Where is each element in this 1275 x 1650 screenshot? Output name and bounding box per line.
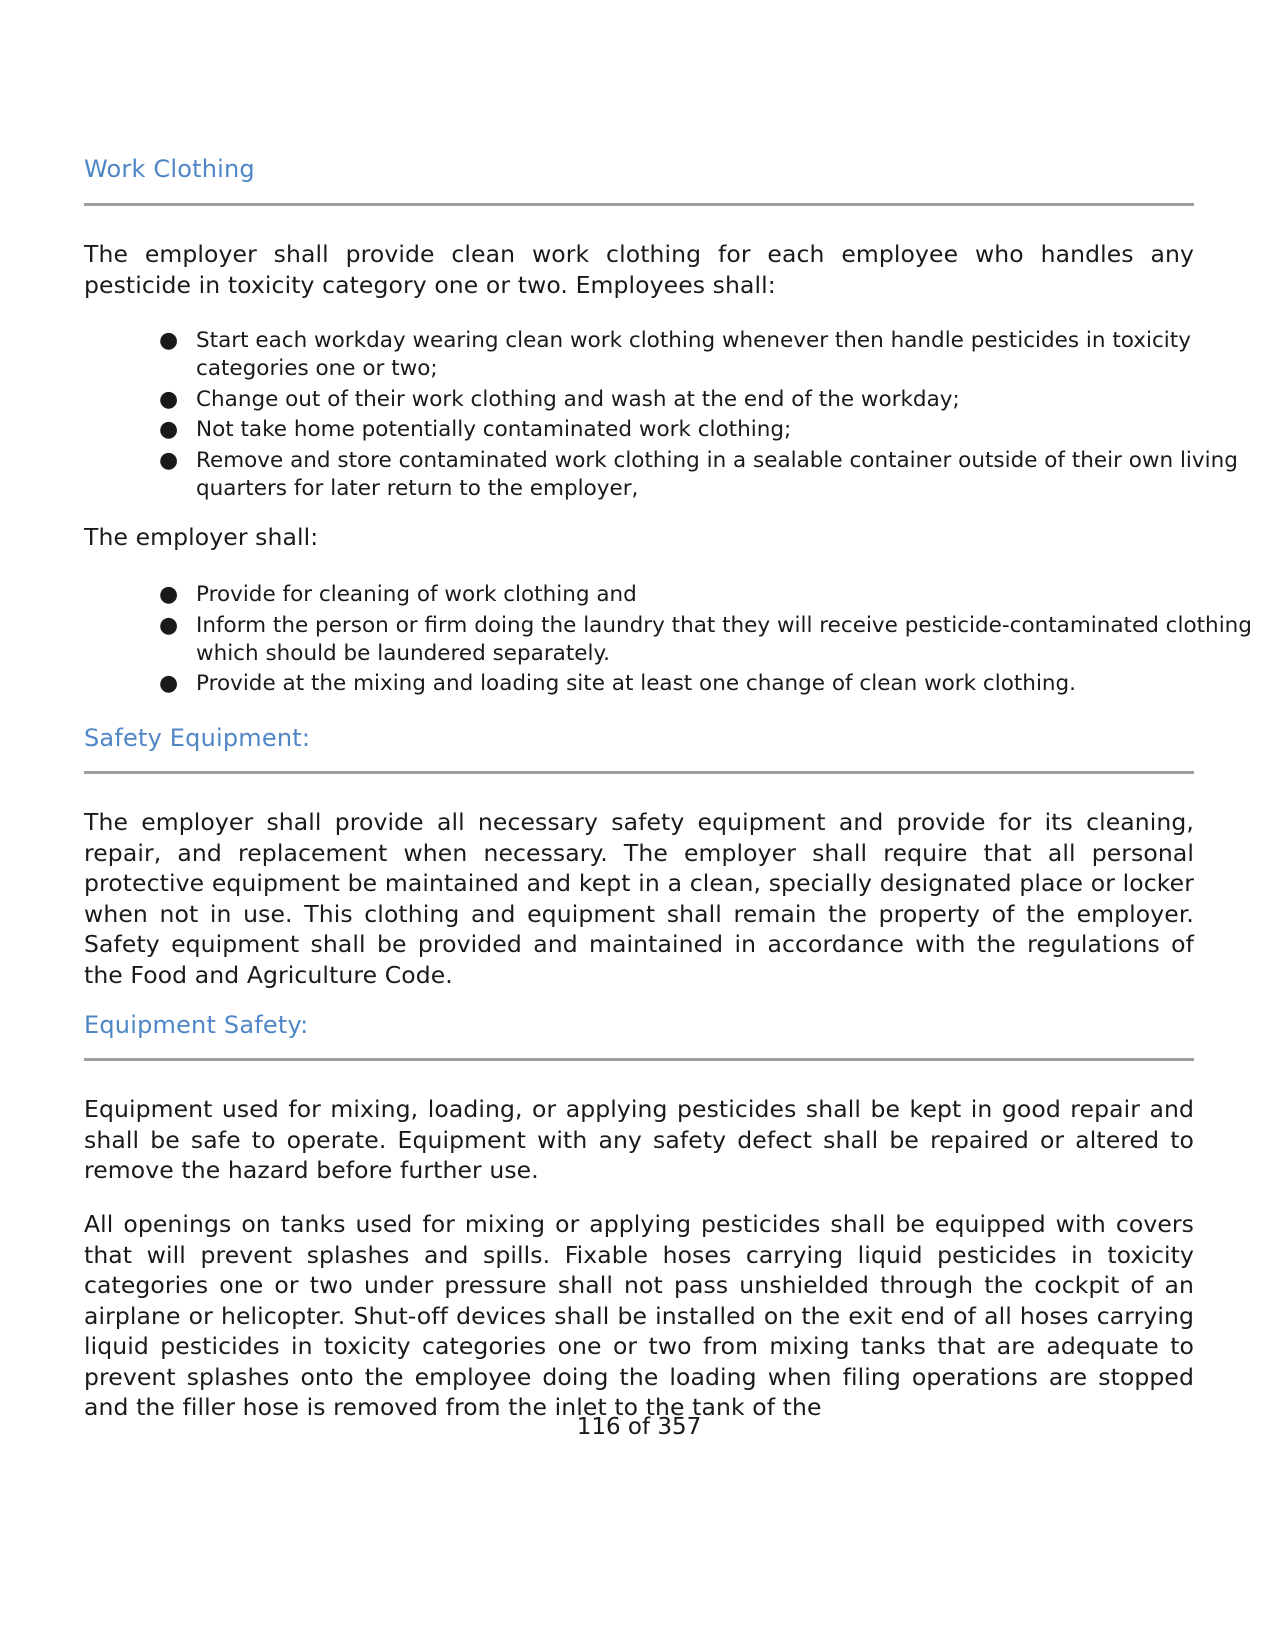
list-item: ● Provide at the mixing and loading site at least one change of clean work clothing. [159,671,1077,696]
bullet-icon: ● [159,612,179,638]
section-divider [84,771,1194,774]
safety-equipment-paragraph: The employer shall provide all necessary safety equipment and provide for its cleaning, repair, and replacement when necessary. The employer shall require that all personal protective equipment be maintained and kept in a clean, specially designated place or locker when not in use. This clothing and equipment shall remain the property of the employer. Safety equipment shall be provided and maintained in accordance with the regulations of the Food and Agriculture Code. [84,808,1194,989]
section-divider [84,203,1194,206]
document-page [84,0,1252,1650]
section-divider [84,1058,1194,1061]
list-item: ● Not take home potentially contaminated work clothing; [159,417,792,442]
page-number: 116 of 357 [576,1414,702,1440]
bullet-icon: ● [159,386,179,412]
equipment-safety-paragraph-2: All openings on tanks used for mixing or applying pesticides shall be equipped with covers that will prevent splashes and spills. Fixable hoses carrying liquid pesticides in toxicity categories one or two under pressure shall not pass unshielded through the cockpit of an airplane or helicopter. Shut-off devices shall be installed on the exit end of all hoses carrying liquid pesticides in toxicity categories one or two from mixing tanks that are adequate to prevent splashes onto the employee doing the loading when filing operations are stopped and the filler hose is removed from the inlet to the tank of the [84,1210,1194,1421]
bullet-icon: ● [159,328,179,353]
section-heading-equipment-safety: Equipment Safety: [84,1011,309,1039]
employer-intro: The employer shall: [84,523,319,551]
list-item: ● Start each workday wearing clean work clothing whenever then handle pesticides in toxicity categories one or two; [159,328,1191,381]
bullet-icon: ● [159,417,179,442]
list-item: ● Inform the person or firm doing the laundry that they will receive pesticide-contaminated clothing which should be laundered separately. [159,612,1252,666]
work-clothing-intro: The employer shall provide clean work clothing for each employee who handles any pesticide in toxicity category one or two. Employees shall: [84,240,1194,299]
employee-duties-list [84,327,1275,505]
section-heading-safety-equipment: Safety Equipment: [84,724,311,752]
bullet-icon: ● [159,582,179,607]
list-item: ● Provide for cleaning of work clothing and [159,582,637,607]
list-item: ● Remove and store contaminated work clothing in a sealable container outside of their own living quarters for later return to the employer, [159,447,1238,501]
employer-duties-list [84,581,1275,701]
section-heading-work-clothing: Work Clothing [84,155,255,183]
bullet-icon: ● [159,671,179,696]
equipment-safety-paragraph-1: Equipment used for mixing, loading, or applying pesticides shall be kept in good repair and shall be safe to operate. Equipment with any safety defect shall be repaired or altered to remove the hazard before further use. [84,1095,1194,1184]
bullet-icon: ● [159,447,179,473]
list-item: ● Change out of their work clothing and wash at the end of the workday; [159,386,960,412]
